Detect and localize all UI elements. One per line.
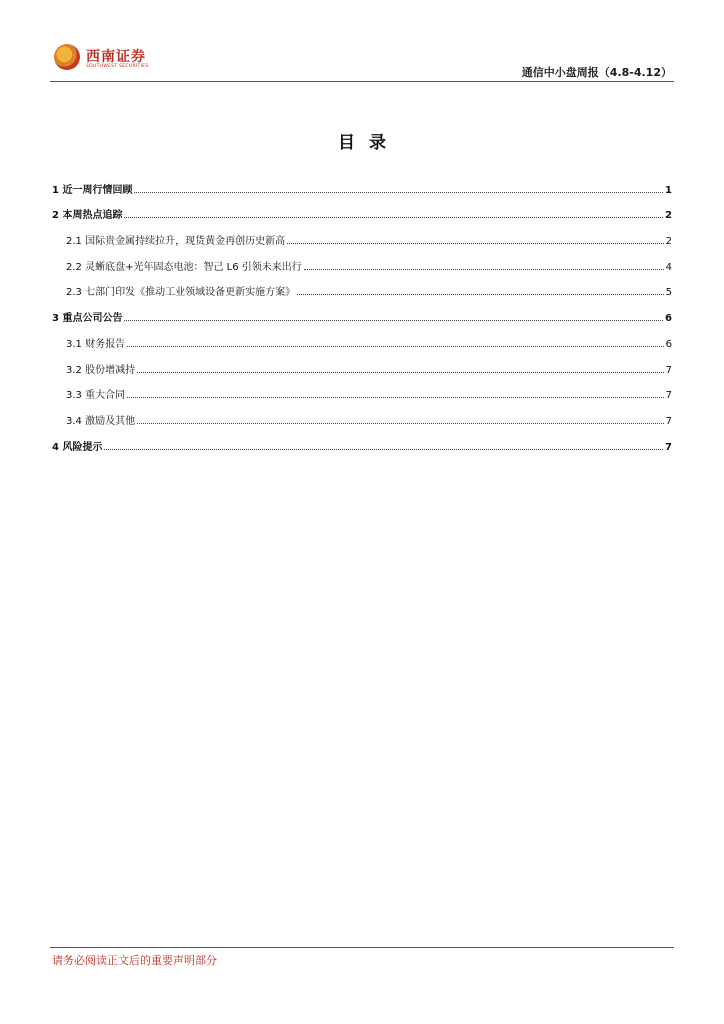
company-logo — [54, 44, 154, 74]
toc-entry-label: 3.1 财务报告 — [66, 338, 126, 350]
toc-entry[interactable] — [52, 401, 672, 427]
toc-leader-dots — [137, 372, 664, 373]
toc-entry-page: 2 — [665, 210, 672, 222]
toc-entry-page: 7 — [665, 441, 672, 453]
toc-entry-page: 1 — [665, 184, 672, 196]
toc-entry[interactable] — [52, 376, 672, 402]
toc-heading: 目录 — [338, 133, 400, 153]
toc-entry[interactable] — [52, 273, 672, 299]
toc-leader-dots — [287, 243, 664, 244]
toc-entry-page: 2 — [665, 236, 672, 248]
toc-entry-label: 1 近一周行情回顾 — [52, 184, 133, 196]
toc-entry[interactable] — [52, 298, 672, 324]
toc-entry-label: 2.3 七部门印发《推动工业领域设备更新实施方案》 — [66, 287, 296, 299]
table-of-contents — [52, 170, 672, 453]
toc-leader-dots — [127, 397, 664, 398]
toc-entry[interactable] — [52, 170, 672, 196]
toc-entry-label: 4 风险提示 — [52, 441, 103, 453]
disclaimer-note: 请务必阅读正文后的重要声明部分 — [52, 954, 217, 967]
toc-entry-page: 6 — [665, 313, 672, 325]
toc-entry-page: 4 — [665, 261, 672, 273]
header-divider — [50, 81, 674, 82]
toc-entry[interactable] — [52, 350, 672, 376]
toc-leader-dots — [124, 320, 663, 321]
toc-leader-dots — [124, 217, 663, 218]
toc-entry-label: 3.2 股份增减持 — [66, 364, 136, 376]
toc-leader-dots — [304, 269, 664, 270]
toc-entry-page: 7 — [665, 415, 672, 427]
toc-entry-page: 6 — [665, 338, 672, 350]
toc-entry[interactable] — [52, 247, 672, 273]
toc-entry-label: 2.2 灵蜥底盘+光年固态电池：智己 L6 引领未来出行 — [66, 261, 302, 273]
toc-leader-dots — [137, 423, 664, 424]
toc-entry-label: 2 本周热点追踪 — [52, 210, 123, 222]
toc-entry-page: 7 — [665, 390, 672, 402]
toc-entry-label: 3.3 重大合同 — [66, 390, 126, 402]
toc-leader-dots — [297, 294, 664, 295]
logo-name-cn: 西南证券 — [86, 49, 146, 65]
toc-leader-dots — [127, 346, 664, 347]
toc-entry[interactable] — [52, 221, 672, 247]
toc-entry-label: 3.4 激励及其他 — [66, 415, 136, 427]
toc-entry-label: 2.1 国际贵金属持续拉升，现货黄金再创历史新高 — [66, 236, 286, 248]
logo-emblem-icon — [54, 44, 80, 70]
toc-leader-dots — [104, 449, 663, 450]
toc-entry-label: 3 重点公司公告 — [52, 313, 123, 325]
toc-entry[interactable] — [52, 427, 672, 453]
footer-divider — [50, 947, 674, 948]
report-title: 通信中小盘周报（4.8-4.12） — [521, 66, 672, 79]
logo-name-en: SOUTHWEST SECURITIES — [86, 64, 149, 69]
toc-entry-page: 5 — [665, 287, 672, 299]
toc-entry[interactable] — [52, 196, 672, 222]
toc-entry[interactable] — [52, 324, 672, 350]
toc-leader-dots — [134, 192, 663, 193]
toc-entry-page: 7 — [665, 364, 672, 376]
